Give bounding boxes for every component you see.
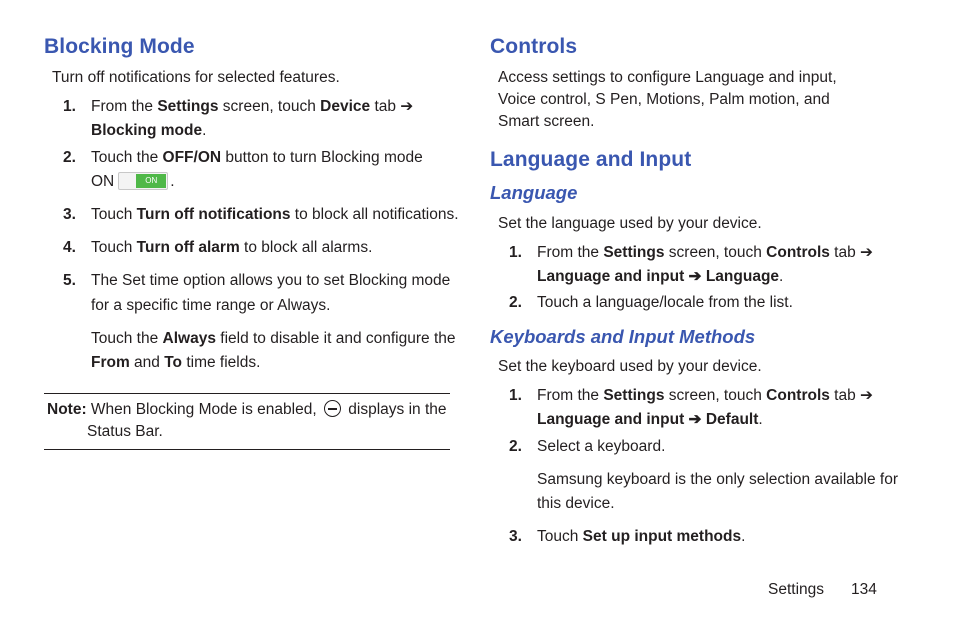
step-text [91,120,206,142]
text: From the [91,98,158,115]
text: When Blocking Mode is enabled, [86,401,321,418]
text: From the [537,244,604,261]
text: field to disable it and configure the [215,330,456,347]
step-number: 1. [63,98,76,115]
language-subheading: Language [490,182,578,203]
step-text: Select a keyboard. [537,438,666,455]
turn-off-notifications-ref: Turn off notifications [136,206,291,223]
text: tab ➔ [370,98,414,115]
text: to block all notifications. [290,206,459,223]
blocking-mode-ref: Blocking mode [91,122,203,139]
settings-ref: Settings [603,387,665,404]
step-text: Touch a language/locale from the list. [537,294,793,311]
text: and [129,354,165,371]
text: to block all alarms. [239,239,373,256]
turn-off-alarm-ref: Turn off alarm [136,239,240,256]
set-up-input-methods-ref: Set up input methods [582,528,742,545]
step-text [91,204,459,226]
step-number: 3. [63,206,76,223]
step-number: 2. [509,438,522,455]
text: screen, touch [218,98,321,115]
step-text: Samsung keyboard is the only selection available for [537,471,899,488]
step-number: 2. [509,294,522,311]
note-top-rule [44,393,450,394]
note-text: Status Bar. [87,423,163,440]
step-text [91,147,423,169]
text: Touch the [91,149,163,166]
text: . [170,173,175,190]
controls-intro: Voice control, S Pen, Motions, Palm motion, and [498,91,830,108]
step-text: this device. [537,495,615,512]
text: displays in the [343,401,447,418]
text: . [741,528,746,545]
language-path-ref: Language and input ➔ Language [537,268,780,285]
keyboards-subheading: Keyboards and Input Methods [490,326,756,347]
text: Touch [537,528,583,545]
settings-ref: Settings [603,244,665,261]
step-text [537,266,783,288]
step-number: 2. [63,149,76,166]
controls-ref: Controls [766,387,830,404]
controls-intro: Smart screen. [498,113,595,130]
controls-intro: Access settings to configure Language and input, [498,69,837,86]
text: Touch the [91,330,163,347]
text: button to turn Blocking mode [221,149,423,166]
page-number: 134 [851,581,877,598]
text: . [779,268,784,285]
step-number: 4. [63,239,76,256]
device-ref: Device [320,98,371,115]
text: ON [91,173,115,190]
text: time fields. [182,354,261,371]
language-intro: Set the language used by your device. [498,215,762,232]
toggle-label: ON [136,174,166,188]
blocking-mode-intro: Turn off notifications for selected features. [52,69,340,86]
step-text [537,242,873,264]
step-text [537,385,873,407]
step-text [91,328,456,350]
note-bottom-rule [44,449,450,450]
text: screen, touch [664,244,767,261]
on-toggle-icon [118,172,168,190]
step-number: 1. [509,244,522,261]
step-text [91,237,372,259]
step-number: 5. [63,272,76,289]
off-on-ref: OFF/ON [162,149,222,166]
step-text: for a specific time range or Always. [91,297,331,314]
text: tab ➔ [829,387,874,404]
blocking-mode-heading: Blocking Mode [44,35,195,58]
text: . [758,411,763,428]
controls-heading: Controls [490,35,578,58]
text: screen, touch [664,387,767,404]
controls-ref: Controls [766,244,830,261]
text: . [202,122,207,139]
note-text [47,399,447,421]
step-text: The Set time option allows you to set Blocking mode [91,272,451,289]
from-ref: From [91,354,130,371]
note-label: Note: [47,401,87,418]
settings-ref: Settings [157,98,219,115]
text: Touch [91,239,137,256]
step-number: 1. [509,387,522,404]
language-and-input-heading: Language and Input [490,148,692,171]
to-ref: To [164,354,183,371]
text: Touch [91,206,137,223]
blocking-mode-icon [324,400,341,417]
step-text [91,96,413,118]
text: tab ➔ [829,244,874,261]
step-text [91,352,260,374]
step-text [537,409,763,431]
keyboards-intro: Set the keyboard used by your device. [498,358,762,375]
footer-section-name: Settings [768,581,825,598]
step-number: 3. [509,528,522,545]
step-text [537,526,745,548]
default-path-ref: Language and input ➔ Default [537,411,759,428]
text: From the [537,387,604,404]
always-ref: Always [162,330,216,347]
step-text [91,171,175,193]
